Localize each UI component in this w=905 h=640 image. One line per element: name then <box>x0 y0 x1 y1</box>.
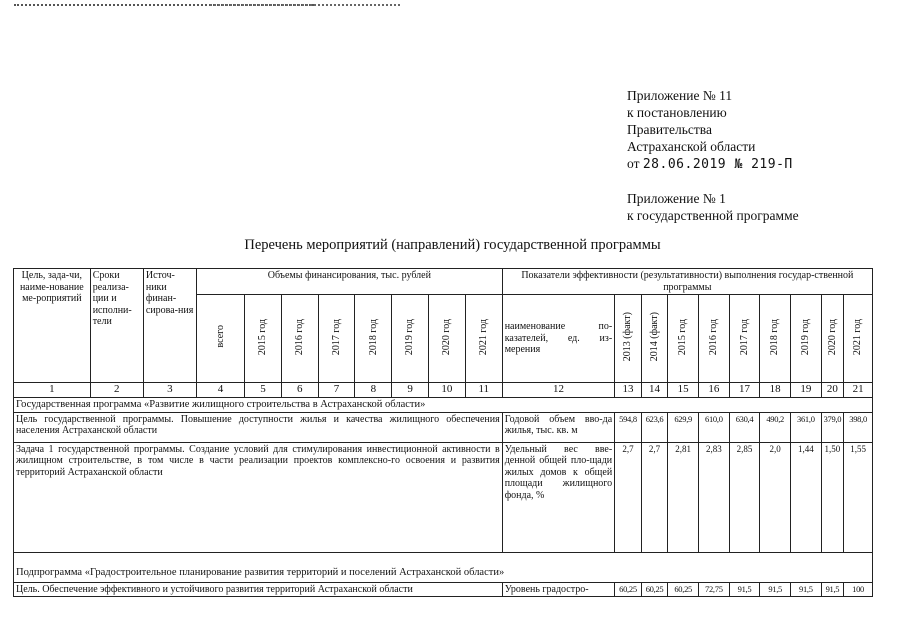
header-funding-col: 2015 год <box>245 295 282 383</box>
task-value: 2,7 <box>641 442 668 552</box>
header-terms: Сроки реализа-ции и исполни-тели <box>90 269 143 383</box>
header-funding-col: всего <box>197 295 245 383</box>
column-number: 3 <box>143 383 196 398</box>
header-indicator-col: 2013 (факт) <box>615 295 642 383</box>
goal-value: 630,4 <box>729 412 760 442</box>
sub-goal-value: 60,25 <box>615 582 642 597</box>
goal-value: 398,0 <box>844 412 873 442</box>
sub-goal-value: 91,5 <box>729 582 760 597</box>
header-funding-col: 2016 год <box>281 295 318 383</box>
sub-goal-value: 72,75 <box>699 582 730 597</box>
task-value: 2,0 <box>760 442 791 552</box>
appendix-11-line: Правительства <box>627 122 712 137</box>
goal-value: 361,0 <box>791 412 822 442</box>
header-funding-col: 2020 год <box>429 295 466 383</box>
header-indicator-col: 2017 год <box>729 295 760 383</box>
measures-table <box>13 268 873 597</box>
task-value: 2,7 <box>615 442 642 552</box>
goal-value: 594,8 <box>615 412 642 442</box>
column-number: 11 <box>465 383 502 398</box>
header-sources: Источ-ники финан-сирова-ния <box>143 269 196 383</box>
header-funding-col: 2017 год <box>318 295 355 383</box>
header-goal: Цель, зада-чи, наиме-нование ме-роприятий <box>14 269 91 383</box>
sub-goal-indicator: Уровень градостро- <box>502 582 614 597</box>
task-text: Задача 1 государственной программы. Создание условий для стимулирования инвестиционной активности в жилищном строительстве, в том числе в части реализации проектов комплексно-го освоения и развития территорий Астраханской области <box>14 442 503 552</box>
goal-value: 379,0 <box>821 412 843 442</box>
column-number: 17 <box>729 383 760 398</box>
sub-goal-value: 91,5 <box>791 582 822 597</box>
appendix-11-line: к постановлению <box>627 105 727 120</box>
sub-goal-value: 60,25 <box>641 582 668 597</box>
column-number: 1 <box>14 383 91 398</box>
header-indicator-col: 2021 год <box>844 295 873 383</box>
sub-goal-value: 91,5 <box>821 582 843 597</box>
goal-value: 623,6 <box>641 412 668 442</box>
column-number: 20 <box>821 383 843 398</box>
column-number: 19 <box>791 383 822 398</box>
date-prefix: от <box>627 156 643 171</box>
subprogram-row: Подпрограмма «Градостроительное планирование развития территорий и поселений Астраханской области» <box>14 552 873 582</box>
header-indicator-col: 2015 год <box>668 295 699 383</box>
header-funding: Объемы финансирования, тыс. рублей <box>197 269 503 295</box>
header-indicator-name: наименование по-казателей, ед. из-мерения <box>502 295 614 383</box>
column-number: 8 <box>355 383 392 398</box>
goal-value: 610,0 <box>699 412 730 442</box>
goal-indicator: Годовой объем вво-да жилья, тыс. кв. м <box>502 412 614 442</box>
column-number: 2 <box>90 383 143 398</box>
appendix-1-line: к государственной программе <box>627 208 799 223</box>
program-row: Государственная программа «Развитие жилищного строительства в Астраханской области» <box>14 398 873 413</box>
appendix-11-date <box>627 155 793 173</box>
appendix-1-block <box>627 190 799 224</box>
column-number: 14 <box>641 383 668 398</box>
task-value: 2,81 <box>668 442 699 552</box>
sub-goal-text: Цель. Обеспечение эффективного и устойчивого развития территорий Астраханской области <box>14 582 503 597</box>
column-number: 7 <box>318 383 355 398</box>
goal-text: Цель государственной программы. Повышение доступности жилья и качества жилищного обеспечения населения Астраханской области <box>14 412 503 442</box>
appendix-11-block <box>627 87 793 173</box>
goal-value: 629,9 <box>668 412 699 442</box>
sub-goal-value: 60,25 <box>668 582 699 597</box>
column-number: 5 <box>245 383 282 398</box>
header-indicator-col: 2018 год <box>760 295 791 383</box>
header-funding-col: 2019 год <box>392 295 429 383</box>
appendix-11-line: Приложение № 11 <box>627 88 733 103</box>
header-indicators: Показатели эффективности (результативности) выполнения государ-ственной программы <box>502 269 872 295</box>
sub-goal-value: 100 <box>844 582 873 597</box>
appendix-1-line: Приложение № 1 <box>627 191 726 206</box>
column-number: 15 <box>668 383 699 398</box>
task-value: 1,55 <box>844 442 873 552</box>
task-value: 1,44 <box>791 442 822 552</box>
sub-goal-value: 91,5 <box>760 582 791 597</box>
task-value: 1,50 <box>821 442 843 552</box>
column-number: 13 <box>615 383 642 398</box>
header-indicator-col: 2016 год <box>699 295 730 383</box>
column-number: 10 <box>429 383 466 398</box>
column-number: 4 <box>197 383 245 398</box>
column-number: 21 <box>844 383 873 398</box>
column-number: 18 <box>760 383 791 398</box>
appendix-11-line: Астраханской области <box>627 139 756 154</box>
task-indicator: Удельный вес вве-денной общей пло-щади жилых домов к общей площади жилищного фонда, % <box>502 442 614 552</box>
column-number-row <box>14 383 873 398</box>
document-title: Перечень мероприятий (направлений) государственной программы <box>244 237 661 253</box>
column-number: 6 <box>281 383 318 398</box>
header-indicator-col: 2019 год <box>791 295 822 383</box>
goal-value: 490,2 <box>760 412 791 442</box>
header-funding-col: 2018 год <box>355 295 392 383</box>
column-number: 9 <box>392 383 429 398</box>
column-number: 16 <box>699 383 730 398</box>
column-number: 12 <box>502 383 614 398</box>
task-value: 2,85 <box>729 442 760 552</box>
header-indicator-col: 2014 (факт) <box>641 295 668 383</box>
scan-artifact <box>210 4 400 6</box>
handwritten-date: 28.06.2019 № 219-П <box>642 157 793 172</box>
header-funding-col: 2021 год <box>465 295 502 383</box>
header-indicator-col: 2020 год <box>821 295 843 383</box>
task-value: 2,83 <box>699 442 730 552</box>
